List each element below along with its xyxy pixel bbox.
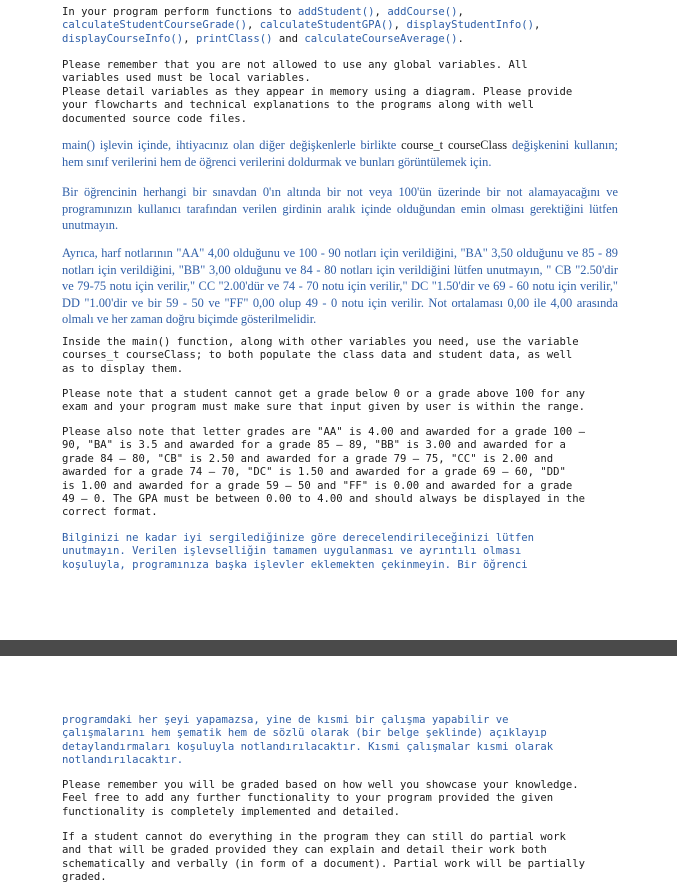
- function-name-6: printClass(): [195, 32, 273, 45]
- en-range-paragraph: Please note that a student cannot get a grade below 0 or a grade above 100 for any exam and your program must make sure that input given by user is within the range.: [62, 388, 585, 414]
- function-name-3: calculateStudentGPA(): [259, 19, 394, 32]
- tr-range-paragraph: Bir öğrencinin herhangi bir sınavdan 0'ın altında bir not veya 100'ün üzerinde bir not alamayacağını ve programınızın kullanıcı tarafından verilen girdinin aralık içinde olduğundan emin olması gerektiğini lütfen unutmayın.: [62, 185, 618, 233]
- document-page-2: [0, 656, 677, 892]
- rules-paragraph: Please remember that you are not allowed to use any global variables. All variables used must be local variables. Please detail variables as they appear in memory using a diagram. Please provide your flowcharts and technical explanations to the programs along with well documented source code files.: [62, 59, 573, 125]
- tr-knowledge-paragraph-end: programdaki her şeyi yapamazsa, yine de kısmi bir çalışma yapabilir ve çalışmalarını hem şematik hem de sözlü olarak (bir belge şeklinde) açıklayıp detaylandırmaları koşuluyla notlandırılacaktır. Kısmi çalışmalar kısmi olarak notlandırılacaktır.: [62, 714, 554, 767]
- en-knowledge-paragraph: Please remember you will be graded based on how well you showcase your knowledge. Feel free to add any further functionality to your program provided the given functionality is completely implemented and detailed.: [62, 779, 579, 818]
- function-name-1: addCourse(): [387, 6, 458, 18]
- en-partial-paragraph: If a student cannot do everything in the program they can still do partial work and that will be graded provided they can explain and detail their work both schematically and verbally (in form of a document). Partial work will be partially graded.: [62, 831, 585, 884]
- tr-main-text-before: main() işlevin içinde, ihtiyacınız olan diğer değişkenlerle birlikte: [62, 138, 402, 152]
- tr-main-text-after: değişkenini kullanın; hem sınıf verilerini hem de öğrenci verilerini doldurmak ve bunları görüntülemek için.: [62, 138, 619, 169]
- tr-main-code: course_t courseClass: [401, 138, 508, 152]
- tr-grades-paragraph: Ayrıca, harf notlarının "AA" 4,00 olduğunu ve 100 - 90 notları için verildiğini, "BA" 3,50 olduğunu ve 85 - 89 notları için verildiğini, "BB" 3,00 olduğunu ve 84 - 80 notları için verildiğini lütfen unutmayın, " CB "2.50'dir ve 79-75 notu için verilir," CC "2.00'dür ve 74 - 70 notu için verilir," DC "1.50'dir ve 69 - 60 notu için verilir," DD "1.00'dir ve bir 59 - 50 ve "FF" 0,00 olup 49 - 0 notu için verilir. Not ortalaması 0,00 ile 4,00 arasında olmalı ve her zaman doğru biçimde gösterilmelidir.: [62, 246, 618, 327]
- en-grades-paragraph: Please also note that letter grades are "AA" is 4.00 and awarded for a grade 100 – 90, "BA" is 3.5 and awarded for a grade 85 – 89, "BB" is 3.00 and awarded for a grade 84 – 80, "CB" is 2.50 and awarded for a grade 79 – 75, "CC" is 2.00 and awarded for a grade 74 – 70, "DC" is 1.50 and awarded for a grade 69 – 60, "DD" is 1.00 and awarded for a grade 59 – 50 and "FF" is 0.00 and awarded for a grade 49 – 0. The GPA must be between 0.00 to 4.00 and should always be displayed in the correct format.: [62, 426, 585, 519]
- tr-main-paragraph: [62, 137, 618, 170]
- function-name-2: calculateStudentCourseGrade(): [62, 19, 247, 32]
- function-name-0: addStudent(): [298, 6, 375, 18]
- tr-knowledge-paragraph-start: Bilginizi ne kadar iyi sergilediğinize göre derecelendirileceğinizi lütfen unutmayın. Verilen işlevselliğin tamamen uygulanması ve ayrıntılı olması koşuluyla, programınıza başka işlevler eklemekten çekinmeyin. Bir öğrenci: [62, 532, 534, 571]
- functions-paragraph: In your program perform functions to addStudent(), addCourse(), calculateStudentCourseGrade(), calculateStudentGPA(), displayStudentInfo(), displayCourseInfo(), printClass() and calculateCourseAverage().: [62, 6, 541, 45]
- page-break-divider: [0, 640, 677, 656]
- function-name-5: displayCourseInfo(): [62, 32, 184, 45]
- en-main-paragraph: Inside the main() function, along with other variables you need, use the variable courses_t courseClass; to both populate the class data and student data, as well as to display them.: [62, 336, 579, 375]
- function-name-4: displayStudentInfo(): [406, 19, 534, 32]
- function-name-7: calculateCourseAverage(): [304, 32, 458, 45]
